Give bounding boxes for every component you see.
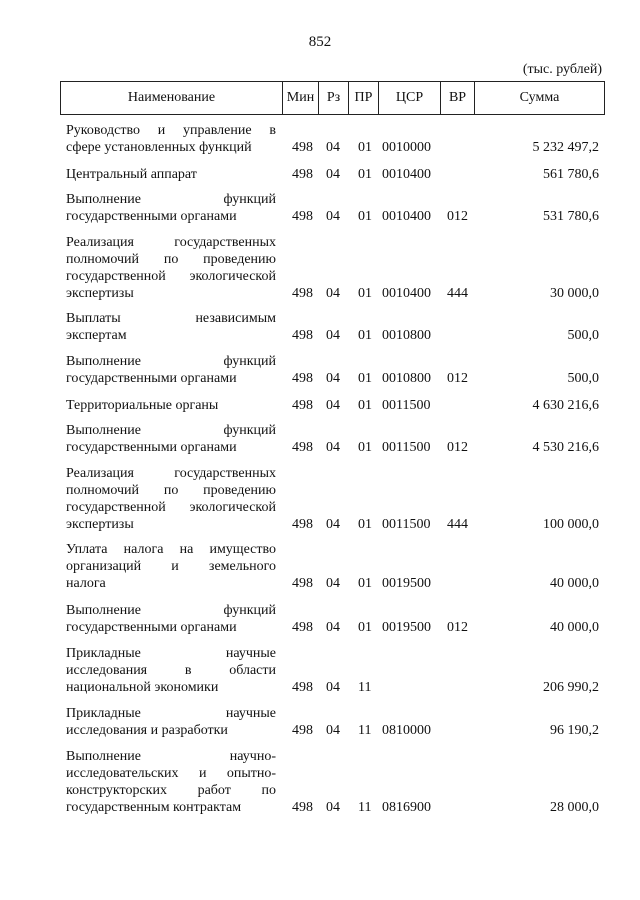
row-csr: 0019500 (382, 620, 431, 635)
row-name-line: полномочий по проведению (66, 483, 276, 498)
row-name-line: Выполнение функций (66, 603, 276, 618)
row-name-line: организаций и земельного (66, 559, 276, 574)
row-min: 498 (292, 800, 313, 815)
row-csr: 0010400 (382, 167, 431, 182)
page-number: 852 (308, 34, 332, 50)
row-min: 498 (292, 398, 313, 413)
row-name-line: Выполнение научно- (66, 749, 276, 764)
row-name-line: налога (66, 576, 106, 591)
row-vr: 012 (447, 371, 468, 386)
row-pr: 01 (358, 286, 372, 301)
row-sum: 206 990,2 (543, 680, 599, 695)
row-rz: 04 (326, 209, 340, 224)
row-name-line: Прикладные научные (66, 706, 276, 721)
row-vr: 012 (447, 440, 468, 455)
row-sum: 4 630 216,6 (532, 398, 599, 413)
table-row (62, 645, 607, 696)
row-min: 498 (292, 209, 313, 224)
row-rz: 04 (326, 800, 340, 815)
row-min: 498 (292, 286, 313, 301)
row-name-line: Выполнение функций (66, 354, 276, 369)
header-min: Мин (283, 82, 319, 114)
row-sum: 500,0 (567, 371, 599, 386)
row-pr: 11 (358, 680, 372, 695)
row-sum: 96 190,2 (550, 723, 599, 738)
row-rz: 04 (326, 371, 340, 386)
row-name-line: экспертам (66, 328, 127, 343)
row-min: 498 (292, 371, 313, 386)
row-csr: 0011500 (382, 440, 431, 455)
row-name-line: государственными органами (66, 440, 237, 455)
row-sum: 561 780,6 (543, 167, 599, 182)
row-sum: 40 000,0 (550, 620, 599, 635)
row-vr: 012 (447, 209, 468, 224)
row-name-line: государственной экологической (66, 500, 276, 515)
table-row (62, 397, 607, 414)
row-rz: 04 (326, 440, 340, 455)
row-pr: 11 (358, 800, 372, 815)
row-vr: 444 (447, 286, 468, 301)
row-rz: 04 (326, 680, 340, 695)
row-name (66, 748, 276, 816)
header-sum: Сумма (519, 90, 560, 105)
row-rz: 04 (326, 398, 340, 413)
row-name-line: исследовательских и опытно- (66, 766, 276, 781)
row-name (66, 310, 276, 344)
row-vr: 012 (447, 620, 468, 635)
row-sum: 4 530 216,6 (532, 440, 599, 455)
row-csr: 0011500 (382, 517, 431, 532)
row-pr: 01 (358, 620, 372, 635)
row-csr: 0010800 (382, 371, 431, 386)
table-row (62, 748, 607, 816)
row-rz: 04 (326, 140, 340, 155)
row-sum: 531 780,6 (543, 209, 599, 224)
row-pr: 01 (358, 167, 372, 182)
table-row (62, 465, 607, 533)
row-name (66, 166, 276, 183)
row-name-line: Реализация государственных (66, 466, 276, 481)
row-name (66, 234, 276, 302)
row-name-line: исследования в области (66, 663, 276, 678)
row-csr: 0010000 (382, 140, 431, 155)
table-row (62, 310, 607, 344)
row-pr: 01 (358, 576, 372, 591)
row-name-line: исследования и разработки (66, 723, 228, 738)
table-row (62, 122, 607, 156)
row-sum: 500,0 (567, 328, 599, 343)
header-name: Наименование (61, 82, 283, 114)
row-name (66, 422, 276, 456)
row-name-line: Реализация государственных (66, 235, 276, 250)
row-vr: 444 (447, 517, 468, 532)
row-name (66, 122, 276, 156)
row-sum: 5 232 497,2 (532, 140, 599, 155)
row-sum: 40 000,0 (550, 576, 599, 591)
table-row (62, 166, 607, 183)
row-pr: 01 (358, 371, 372, 386)
row-name-line: государственным контрактам (66, 800, 242, 815)
row-pr: 01 (358, 440, 372, 455)
row-name-line: государственными органами (66, 209, 237, 224)
row-name-line: национальной экономики (66, 680, 219, 695)
units-label: (тыс. рублей) (522, 62, 602, 77)
row-min: 498 (292, 620, 313, 635)
row-pr: 01 (358, 328, 372, 343)
row-name (66, 465, 276, 533)
header-rz: Рз (319, 82, 349, 114)
row-rz: 04 (326, 286, 340, 301)
row-rz: 04 (326, 723, 340, 738)
row-name-line: конструкторских работ по (66, 783, 276, 798)
row-csr: 0019500 (382, 576, 431, 591)
row-name-line: Выплаты независимым (66, 311, 276, 326)
row-sum: 28 000,0 (550, 800, 599, 815)
row-name-line: Руководство и управление в (66, 123, 276, 138)
row-name-line: Прикладные научные (66, 646, 276, 661)
row-name (66, 397, 276, 414)
row-rz: 04 (326, 620, 340, 635)
row-min: 498 (292, 680, 313, 695)
row-min: 498 (292, 167, 313, 182)
row-rz: 04 (326, 517, 340, 532)
row-name (66, 602, 276, 636)
row-pr: 01 (358, 209, 372, 224)
row-name-line: сфере установленных функций (66, 140, 252, 155)
row-csr: 0816900 (382, 800, 431, 815)
table-row (62, 705, 607, 739)
table-row (62, 191, 607, 225)
row-name-line: государственными органами (66, 620, 237, 635)
header-pr: ПР (349, 82, 379, 114)
header-vr: ВР (441, 82, 475, 114)
table-row (62, 234, 607, 302)
row-csr: 0010400 (382, 286, 431, 301)
row-name-line: государственной экологической (66, 269, 276, 284)
row-name (66, 705, 276, 739)
row-min: 498 (292, 440, 313, 455)
row-name-line: Выполнение функций (66, 423, 276, 438)
table-row (62, 422, 607, 456)
row-min: 498 (292, 576, 313, 591)
row-pr: 01 (358, 398, 372, 413)
row-min: 498 (292, 517, 313, 532)
row-name (66, 191, 276, 225)
row-min: 498 (292, 723, 313, 738)
row-csr: 0011500 (382, 398, 431, 413)
row-name (66, 541, 276, 592)
row-pr: 01 (358, 517, 372, 532)
row-name-line: Центральный аппарат (66, 167, 197, 182)
row-rz: 04 (326, 328, 340, 343)
table-row (62, 353, 607, 387)
row-name-line: Уплата налога на имущество (66, 542, 276, 557)
row-name (66, 353, 276, 387)
row-name-line: государственными органами (66, 371, 237, 386)
row-name-line: экспертизы (66, 517, 134, 532)
row-csr: 0010800 (382, 328, 431, 343)
row-name-line: Выполнение функций (66, 192, 276, 207)
row-csr: 0810000 (382, 723, 431, 738)
row-name-line: экспертизы (66, 286, 134, 301)
row-name-line: полномочий по проведению (66, 252, 276, 267)
row-sum: 100 000,0 (543, 517, 599, 532)
row-sum: 30 000,0 (550, 286, 599, 301)
header-csr: ЦСР (379, 82, 441, 114)
row-rz: 04 (326, 576, 340, 591)
row-csr: 0010400 (382, 209, 431, 224)
row-name-line: Территориальные органы (66, 398, 219, 413)
table-row (62, 541, 607, 592)
table-row (62, 602, 607, 636)
row-name (66, 645, 276, 696)
row-pr: 01 (358, 140, 372, 155)
row-min: 498 (292, 140, 313, 155)
row-min: 498 (292, 328, 313, 343)
table-header (60, 81, 605, 115)
row-rz: 04 (326, 167, 340, 182)
row-pr: 11 (358, 723, 372, 738)
